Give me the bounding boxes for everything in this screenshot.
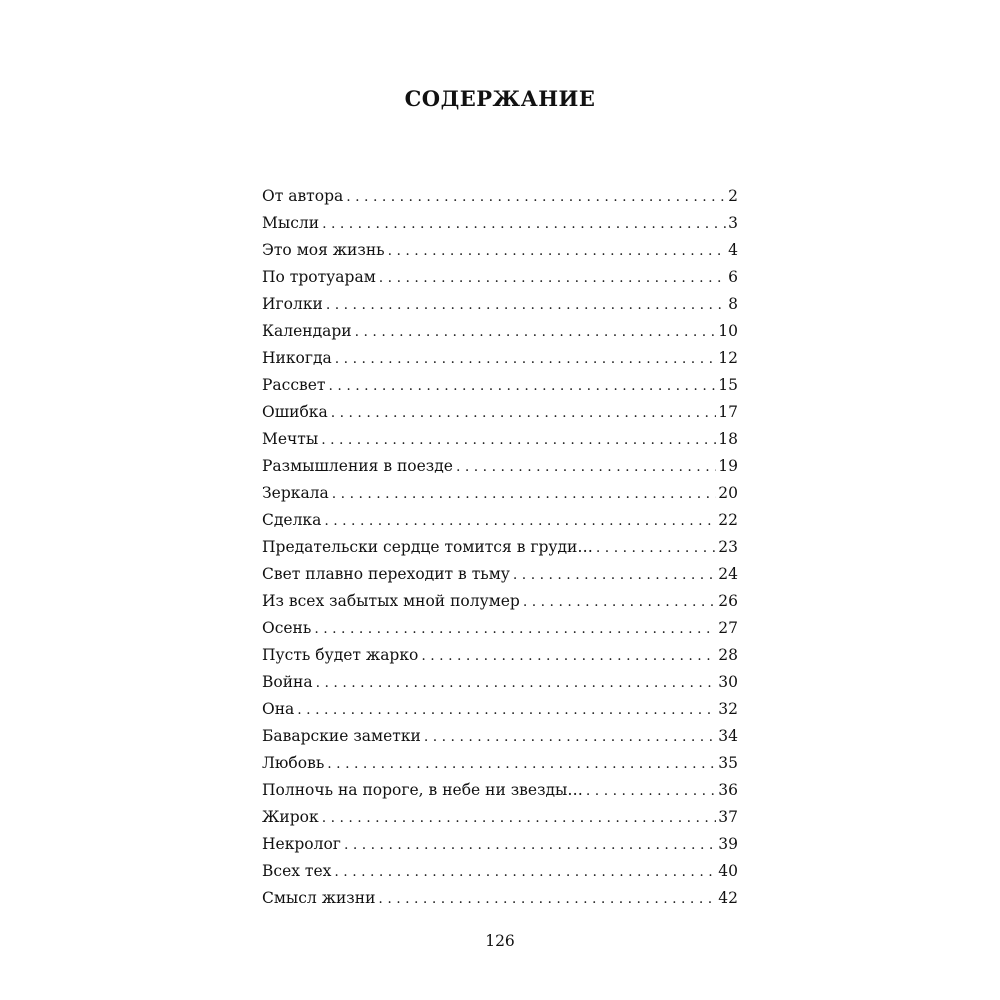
toc-entry bbox=[262, 804, 738, 831]
toc-entry bbox=[262, 831, 738, 858]
dot-leader bbox=[421, 643, 716, 669]
toc-entry bbox=[262, 885, 738, 912]
toc-entry-title: Осень bbox=[262, 619, 312, 637]
toc-entry-title: Смысл жизни bbox=[262, 889, 376, 907]
toc-entry-page: 28 bbox=[718, 646, 738, 664]
dot-leader bbox=[334, 859, 716, 885]
toc-entry-page: 4 bbox=[728, 241, 738, 259]
toc-entry-title: Жирок bbox=[262, 808, 319, 826]
toc-entry bbox=[262, 345, 738, 372]
dot-leader bbox=[513, 562, 716, 588]
toc-entry-title: Это моя жизнь bbox=[262, 241, 385, 259]
dot-leader bbox=[332, 481, 716, 507]
dot-leader bbox=[324, 508, 716, 534]
toc-entry-page: 32 bbox=[718, 700, 738, 718]
dot-leader bbox=[326, 292, 726, 318]
page-number: 126 bbox=[485, 932, 515, 950]
toc-entry-title: Полночь на пороге, в небе ни звезды… bbox=[262, 781, 583, 799]
toc-entry-title: Размышления в поезде bbox=[262, 457, 453, 475]
toc-entry bbox=[262, 696, 738, 723]
toc-entry-title: Пусть будет жарко bbox=[262, 646, 419, 664]
toc-entry-page: 27 bbox=[718, 619, 738, 637]
dot-leader bbox=[586, 778, 716, 804]
toc-entry-page: 36 bbox=[718, 781, 738, 799]
dot-leader bbox=[523, 589, 716, 615]
toc-entry bbox=[262, 426, 738, 453]
toc-entry bbox=[262, 561, 738, 588]
toc-entry-page: 2 bbox=[728, 187, 738, 205]
toc-entry-title: Война bbox=[262, 673, 313, 691]
toc-entry-title: Она bbox=[262, 700, 295, 718]
dot-leader bbox=[388, 238, 727, 264]
toc-entry-title: Свет плавно переходит в тьму bbox=[262, 565, 510, 583]
toc-entry-page: 15 bbox=[718, 376, 738, 394]
dot-leader bbox=[346, 184, 726, 210]
dot-leader bbox=[424, 724, 716, 750]
toc-entry-title: Ошибка bbox=[262, 403, 328, 421]
dot-leader bbox=[314, 616, 716, 642]
toc-entry-page: 23 bbox=[718, 538, 738, 556]
toc-entry bbox=[262, 615, 738, 642]
toc-entry-page: 19 bbox=[718, 457, 738, 475]
toc-entry-title: Некролог bbox=[262, 835, 341, 853]
toc-entry-page: 3 bbox=[728, 214, 738, 232]
page-title: СОДЕРЖАНИЕ bbox=[404, 86, 596, 112]
toc-entry bbox=[262, 372, 738, 399]
toc-entry-page: 17 bbox=[718, 403, 738, 421]
toc-entry-title: Сделка bbox=[262, 511, 322, 529]
dot-leader bbox=[379, 265, 726, 291]
toc-entry bbox=[262, 777, 738, 804]
toc-entry-page: 30 bbox=[718, 673, 738, 691]
toc-entry bbox=[262, 858, 738, 885]
toc-entry-title: Календари bbox=[262, 322, 352, 340]
toc-entry-title: Всех тех bbox=[262, 862, 332, 880]
toc-entry-page: 22 bbox=[718, 511, 738, 529]
toc-entry-title: Баварские заметки bbox=[262, 727, 421, 745]
toc-entry bbox=[262, 750, 738, 777]
dot-leader bbox=[331, 400, 717, 426]
toc-entry bbox=[262, 399, 738, 426]
toc-entry-title: От автора bbox=[262, 187, 344, 205]
table-of-contents bbox=[262, 183, 738, 912]
toc-entry-page: 26 bbox=[718, 592, 738, 610]
dot-leader bbox=[327, 751, 716, 777]
toc-entry bbox=[262, 642, 738, 669]
toc-entry-title: Предательски сердце томится в груди… bbox=[262, 538, 593, 556]
dot-leader bbox=[355, 319, 717, 345]
toc-entry bbox=[262, 588, 738, 615]
toc-entry bbox=[262, 183, 738, 210]
toc-entry bbox=[262, 237, 738, 264]
toc-entry bbox=[262, 534, 738, 561]
toc-entry bbox=[262, 723, 738, 750]
dot-leader bbox=[321, 427, 716, 453]
toc-entry-title: По тротуарам bbox=[262, 268, 376, 286]
dot-leader bbox=[329, 373, 717, 399]
toc-entry-page: 8 bbox=[728, 295, 738, 313]
toc-entry-page: 42 bbox=[718, 889, 738, 907]
toc-entry bbox=[262, 210, 738, 237]
toc-entry-title: Рассвет bbox=[262, 376, 326, 394]
toc-entry-page: 18 bbox=[718, 430, 738, 448]
toc-entry-title: Зеркала bbox=[262, 484, 329, 502]
toc-entry-page: 40 bbox=[718, 862, 738, 880]
toc-entry-title: Из всех забытых мной полумер bbox=[262, 592, 520, 610]
toc-entry-page: 35 bbox=[718, 754, 738, 772]
toc-entry-title: Любовь bbox=[262, 754, 325, 772]
toc-entry bbox=[262, 453, 738, 480]
dot-leader bbox=[456, 454, 716, 480]
toc-entry bbox=[262, 507, 738, 534]
dot-leader bbox=[322, 211, 726, 237]
toc-entry bbox=[262, 264, 738, 291]
toc-entry bbox=[262, 318, 738, 345]
toc-entry-page: 39 bbox=[718, 835, 738, 853]
toc-entry-page: 6 bbox=[728, 268, 738, 286]
toc-entry bbox=[262, 291, 738, 318]
toc-entry-page: 12 bbox=[718, 349, 738, 367]
toc-entry-title: Мечты bbox=[262, 430, 319, 448]
dot-leader bbox=[378, 886, 716, 912]
toc-entry-page: 37 bbox=[718, 808, 738, 826]
dot-leader bbox=[297, 697, 716, 723]
toc-entry-page: 24 bbox=[718, 565, 738, 583]
dot-leader bbox=[335, 346, 716, 372]
toc-entry-title: Никогда bbox=[262, 349, 332, 367]
toc-entry-page: 20 bbox=[718, 484, 738, 502]
dot-leader bbox=[596, 535, 716, 561]
toc-entry bbox=[262, 480, 738, 507]
toc-entry-page: 10 bbox=[718, 322, 738, 340]
dot-leader bbox=[322, 805, 717, 831]
toc-entry-title: Иголки bbox=[262, 295, 323, 313]
toc-entry bbox=[262, 669, 738, 696]
toc-entry-title: Мысли bbox=[262, 214, 320, 232]
toc-entry-page: 34 bbox=[718, 727, 738, 745]
dot-leader bbox=[344, 832, 716, 858]
dot-leader bbox=[316, 670, 717, 696]
